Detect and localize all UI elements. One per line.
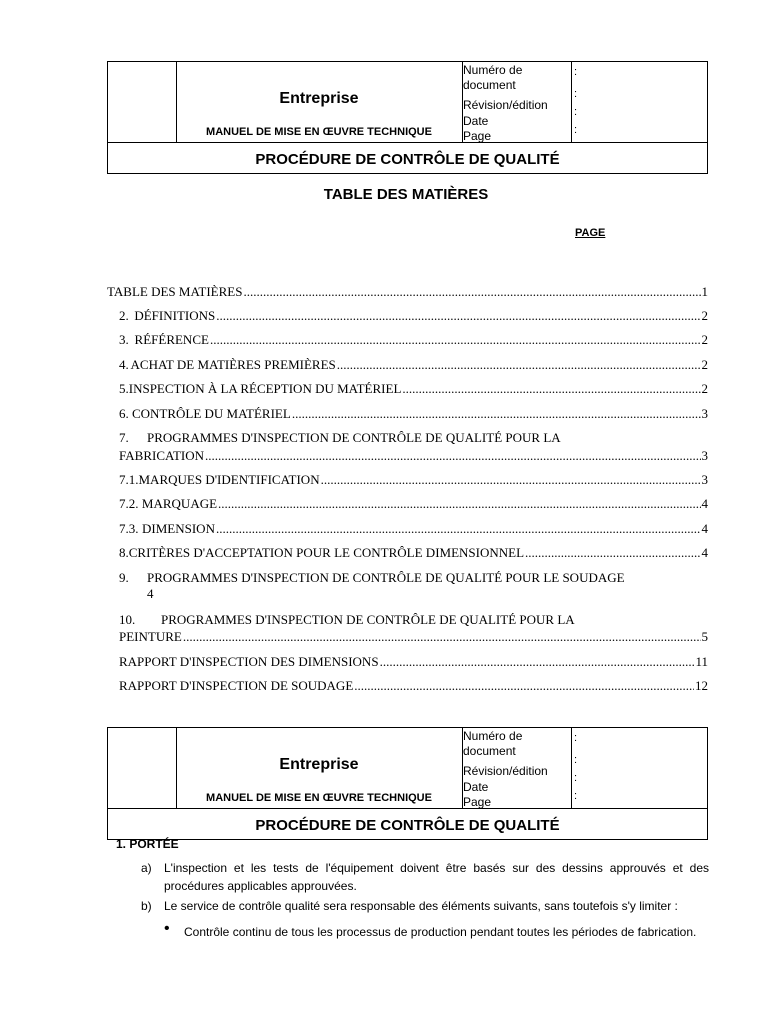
toc-entry-page: 4 [147, 586, 154, 601]
toc-entry-label: RAPPORT D'INSPECTION DE SOUDAGE [119, 678, 354, 693]
toc-entry-label: PEINTURE [119, 629, 182, 644]
procedure-title: PROCÉDURE DE CONTRÔLE DE QUALITÉ [255, 151, 560, 168]
toc-leader-dots [218, 496, 700, 512]
toc-entry[interactable] [107, 284, 708, 300]
toc-entry-number: 7.1. [119, 472, 139, 487]
toc-leader-dots [337, 357, 701, 373]
toc-leader-dots [183, 629, 701, 645]
scope-bullet-1: Contrôle continu de tous les processus de production pendant toutes les périodes de fabrication. [184, 925, 697, 939]
toc-entry-label: MARQUES D'IDENTIFICATION [138, 472, 320, 487]
manual-title: MANUEL DE MISE EN ŒUVRE TECHNIQUE [206, 126, 432, 138]
toc-entry[interactable] [119, 448, 708, 464]
toc-entry-page: 12 [695, 678, 708, 693]
toc-entry[interactable] [119, 357, 708, 373]
toc-entry-number: 4. [119, 357, 129, 372]
document-header [107, 61, 708, 174]
meta-revision: Révision/édition [463, 764, 548, 778]
logo-cell [108, 62, 177, 142]
meta-colon: : [574, 106, 578, 118]
toc-entry-label: FABRICATION [119, 448, 204, 463]
meta-colon: : [574, 124, 578, 136]
toc-entry-page: 3 [701, 472, 708, 487]
toc-entry-label: DÉFINITIONS [134, 308, 216, 323]
scope-heading: 1. PORTÉE [116, 837, 179, 851]
toc-entry-page: 3 [701, 448, 708, 463]
toc-entry[interactable] [119, 521, 708, 537]
toc-entry-label: PROGRAMMES D'INSPECTION DE CONTRÔLE DE QUALITÉ POUR LE SOUDAGE [147, 570, 625, 585]
scope-a-text: L'inspection et les tests de l'équipement doivent être basés sur des dessins approuvés et des [164, 861, 709, 875]
toc-entry[interactable] [119, 496, 708, 512]
meta-page: Page [463, 129, 492, 143]
toc-entry-number: 7.3. [119, 521, 139, 536]
list-marker: a) [141, 861, 152, 875]
toc-entry-line [119, 612, 575, 628]
toc-leader-dots [210, 332, 701, 348]
toc-leader-dots [354, 678, 694, 694]
toc-entry-page: 11 [695, 654, 708, 669]
toc-entry-label: INSPECTION À LA RÉCEPTION DU MATÉRIEL [128, 381, 402, 396]
toc-entry-label: PROGRAMMES D'INSPECTION DE CONTRÔLE DE QUALITÉ POUR LA [147, 430, 561, 445]
document-header [107, 727, 708, 840]
meta-colon: : [574, 790, 578, 802]
toc-entry-page: 2 [701, 357, 708, 372]
toc-entry-number: 5. [119, 381, 129, 396]
toc-entry-page: 2 [701, 381, 708, 396]
meta-labels [462, 728, 572, 808]
toc-entry-page: 4 [701, 496, 708, 511]
toc-entry-label: ACHAT DE MATIÈRES PREMIÈRES [130, 357, 336, 372]
toc-entry[interactable] [119, 678, 708, 694]
toc-entry-label: PROGRAMMES D'INSPECTION DE CONTRÔLE DE QUALITÉ POUR LA [161, 612, 575, 627]
toc-leader-dots [205, 448, 701, 464]
toc-entry-number: 7. [119, 430, 129, 445]
bullet-icon: • [164, 920, 170, 937]
toc-entry[interactable] [119, 332, 708, 348]
toc-leader-dots [216, 521, 701, 537]
meta-colon: : [574, 88, 578, 100]
toc-entry-label: MARQUAGE [141, 496, 218, 511]
meta-colon: : [574, 754, 578, 766]
toc-entry-label: CONTRÔLE DU MATÉRIEL [131, 406, 291, 421]
manual-title: MANUEL DE MISE EN ŒUVRE TECHNIQUE [206, 792, 432, 804]
page-column-heading: PAGE [575, 227, 606, 239]
meta-page: Page [463, 795, 492, 809]
toc-leader-dots [321, 472, 701, 488]
toc-entry-page: 3 [701, 406, 708, 421]
scope-b-text: Le service de contrôle qualité sera responsable des éléments suivants, sans toutefois s'y limiter : [164, 899, 678, 913]
list-marker: b) [141, 899, 152, 913]
meta-doc-number-1: Numéro de [463, 729, 523, 743]
meta-labels [462, 62, 572, 142]
toc-entry-page: 5 [701, 629, 708, 644]
toc-entry-page: 4 [701, 521, 708, 536]
toc-leader-dots [292, 406, 701, 422]
toc-leader-dots [243, 284, 700, 300]
toc-entry[interactable] [119, 381, 708, 397]
toc-entry-label: RAPPORT D'INSPECTION DES DIMENSIONS [119, 654, 379, 669]
scope-a-text-cont: procédures applicables approuvées. [164, 879, 357, 893]
toc-entry-page: 1 [701, 284, 708, 299]
procedure-title: PROCÉDURE DE CONTRÔLE DE QUALITÉ [255, 817, 560, 834]
toc-entry[interactable] [119, 308, 708, 324]
toc-leader-dots [525, 545, 700, 561]
logo-cell [108, 728, 177, 808]
toc-leader-dots [380, 654, 695, 670]
toc-entry-number: 6. [119, 406, 129, 421]
toc-entry-number: 2. [119, 308, 129, 323]
toc-entry[interactable] [119, 545, 708, 561]
toc-entry-page: 2 [701, 332, 708, 347]
meta-doc-number-2: document [463, 744, 516, 758]
toc-entry-number: 10. [119, 612, 136, 627]
meta-doc-number-1: Numéro de [463, 63, 523, 77]
toc-entry[interactable] [119, 406, 708, 422]
meta-revision: Révision/édition [463, 98, 548, 112]
toc-entry-number: 8. [119, 545, 129, 560]
toc-entry-number: 7.2. [119, 496, 139, 511]
toc-entry-label: TABLE DES MATIÈRES [107, 284, 243, 299]
toc-entry-page: 2 [701, 308, 708, 323]
toc-entry-label: DIMENSION [142, 521, 215, 536]
toc-entry-label: RÉFÉRENCE [134, 332, 209, 347]
meta-colon: : [574, 66, 578, 78]
toc-leader-dots [402, 381, 700, 397]
company-name: Entreprise [279, 756, 359, 773]
meta-date: Date [463, 114, 489, 128]
toc-title: TABLE DES MATIÈRES [323, 186, 489, 203]
toc-entry[interactable] [119, 472, 708, 488]
toc-entry[interactable] [119, 570, 625, 586]
meta-date: Date [463, 780, 489, 794]
meta-colon: : [574, 772, 578, 784]
toc-entry-number: 3. [119, 332, 129, 347]
toc-entry-label: CRITÈRES D'ACCEPTATION POUR LE CONTRÔLE DIMENSIONNEL [128, 545, 525, 560]
toc-entry-number: 9. [119, 570, 129, 585]
company-name: Entreprise [279, 90, 359, 107]
meta-doc-number-2: document [463, 78, 516, 92]
toc-entry-line [119, 430, 561, 446]
toc-leader-dots [216, 308, 700, 324]
toc-entry-page: 4 [701, 545, 708, 560]
toc-entry[interactable] [119, 629, 708, 645]
meta-colon: : [574, 732, 578, 744]
toc-entry[interactable] [119, 654, 708, 670]
